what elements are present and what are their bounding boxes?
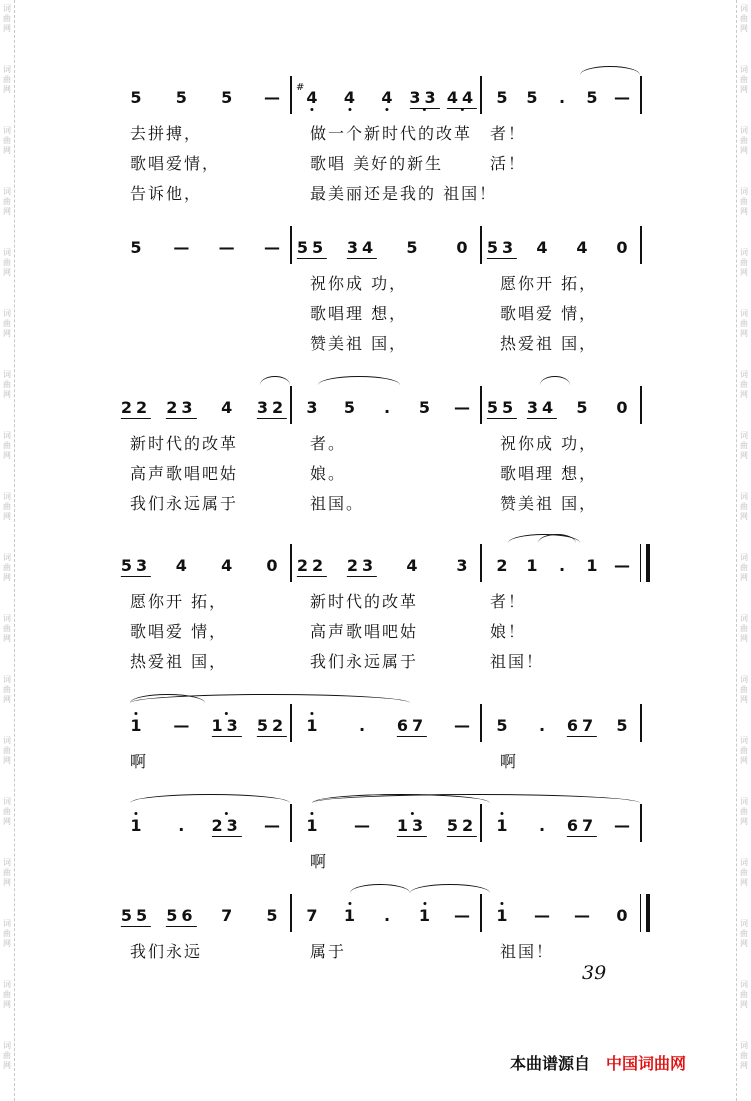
watermark-right-2: 词 曲 网 xyxy=(740,126,748,155)
note-6-1-4: — xyxy=(454,906,470,925)
tie-6-1 xyxy=(410,884,490,893)
tie-5-0 xyxy=(130,794,290,803)
lyric-2-2-0: 我们永远属于 xyxy=(130,494,239,513)
note-0-1-2: 4 xyxy=(381,88,393,107)
note-4-2-2: 67 xyxy=(566,716,598,735)
watermark-right-1: 词 曲 网 xyxy=(740,65,748,94)
note-3-1-3: 3 xyxy=(456,556,468,575)
lyric-4-0-2: 啊 xyxy=(500,752,519,771)
note-3-2-2: . xyxy=(558,556,566,575)
lyric-3-1-2: 娘！ xyxy=(490,622,527,641)
note-2-0-3: 32 xyxy=(256,398,288,417)
note-2-2-2: 5 xyxy=(576,398,588,417)
watermark-left-13: 词 曲 网 xyxy=(3,797,11,826)
lyric-3-2-1: 我们永远属于 xyxy=(310,652,419,671)
barline-3-1 xyxy=(290,544,292,582)
note-3-2-0: 2 xyxy=(496,556,508,575)
barline-0-1 xyxy=(290,76,292,114)
watermark-left-7: 词 曲 网 xyxy=(3,431,11,460)
barline-5-1 xyxy=(290,804,292,842)
barline-2-3 xyxy=(640,386,642,424)
watermark-left-2: 词 曲 网 xyxy=(3,126,11,155)
note-0-2-0: 5 xyxy=(496,88,508,107)
note-1-2-0: 53 xyxy=(486,238,518,257)
barline-6-3 xyxy=(640,894,650,932)
lyric-1-0-2: 愿你开 拓， xyxy=(500,274,598,293)
note-0-1-3: 33 xyxy=(409,88,440,107)
note-2-1-4: — xyxy=(454,398,470,417)
note-2-2-1: 34 xyxy=(526,398,558,417)
barline-0-3 xyxy=(640,76,642,114)
lyric-0-0-1: 做一个新时代的改革 xyxy=(310,124,473,143)
note-6-0-3: 5 xyxy=(266,906,278,925)
note-0-2-3: 5 xyxy=(586,88,598,107)
watermark-right-10: 词 曲 网 xyxy=(740,614,748,643)
note-2-0-0: 22 xyxy=(120,398,152,417)
watermark-left-8: 词 曲 网 xyxy=(3,492,11,521)
note-3-1-2: 4 xyxy=(406,556,418,575)
lyric-3-2-2: 祖国！ xyxy=(490,652,545,671)
note-1-0-3: — xyxy=(264,238,280,257)
lyric-2-0-2: 祝你成 功， xyxy=(500,434,598,453)
note-0-0-1: 5 xyxy=(175,88,187,107)
note-2-1-3: 5 xyxy=(418,398,431,417)
barline-4-1 xyxy=(290,704,292,742)
note-4-0-0: 1 xyxy=(130,716,142,735)
note-3-2-4: — xyxy=(614,556,630,575)
note-0-1-0: 4 xyxy=(306,88,318,107)
watermark-right-4: 词 曲 网 xyxy=(740,248,748,277)
tie-0-0 xyxy=(580,66,640,75)
note-1-1-0: 55 xyxy=(296,238,328,257)
watermark-right-14: 词 曲 网 xyxy=(740,858,748,887)
note-5-2-0: 1 xyxy=(496,816,508,835)
lyric-6-0-2: 祖国！ xyxy=(500,942,555,961)
barline-1-2 xyxy=(480,226,482,264)
note-3-0-1: 4 xyxy=(175,556,187,575)
watermark-left-5: 词 曲 网 xyxy=(3,309,11,338)
watermark-left-14: 词 曲 网 xyxy=(3,858,11,887)
note-0-0-0: 5 xyxy=(130,88,142,107)
note-0-1-1: 4 xyxy=(343,88,356,107)
barline-6-1 xyxy=(290,894,292,932)
watermark-left-12: 词 曲 网 xyxy=(3,736,11,765)
note-5-1-0: 1 xyxy=(306,816,318,835)
lyric-0-0-2: 者！ xyxy=(490,124,527,143)
note-6-2-2: — xyxy=(574,906,590,925)
note-6-1-3: 1 xyxy=(418,906,431,925)
note-2-0-1: 23 xyxy=(166,398,197,417)
watermark-right-11: 词 曲 网 xyxy=(740,675,748,704)
watermark-left-15: 词 曲 网 xyxy=(3,919,11,948)
lyric-0-2-1: 最美丽还是我的 祖国！ xyxy=(310,184,498,203)
note-1-2-1: 4 xyxy=(536,238,548,257)
note-1-1-3: 0 xyxy=(456,238,468,257)
barline-0-2 xyxy=(480,76,482,114)
note-6-1-2: . xyxy=(383,906,391,925)
note-3-1-0: 22 xyxy=(296,556,328,575)
note-6-2-3: 0 xyxy=(616,906,628,925)
page-number: 39 xyxy=(582,962,607,984)
note-6-2-0: 1 xyxy=(496,906,508,925)
watermark-left-10: 词 曲 网 xyxy=(3,614,11,643)
note-5-0-0: 1 xyxy=(130,816,142,835)
note-2-0-2: 4 xyxy=(221,398,233,417)
note-6-2-1: — xyxy=(534,906,550,925)
note-6-0-2: 7 xyxy=(221,906,233,925)
watermark-right-16: 词 曲 网 xyxy=(740,980,748,1009)
note-3-2-3: 1 xyxy=(586,556,598,575)
watermark-right-15: 词 曲 网 xyxy=(740,919,748,948)
key-signature-sharp: # xyxy=(296,82,305,93)
note-5-2-3: — xyxy=(614,816,630,835)
note-5-0-1: . xyxy=(178,816,185,835)
watermark-right-12: 词 曲 网 xyxy=(740,736,748,765)
watermark-left-1: 词 曲 网 xyxy=(3,65,11,94)
barline-2-1 xyxy=(290,386,292,424)
note-1-2-3: 0 xyxy=(616,238,628,257)
note-2-2-0: 55 xyxy=(486,398,518,417)
note-1-1-1: 34 xyxy=(346,238,378,257)
note-5-2-1: . xyxy=(538,816,546,835)
note-0-2-2: . xyxy=(558,88,566,107)
tie-2-1 xyxy=(260,376,290,385)
note-0-0-3: — xyxy=(264,88,280,107)
barline-6-2 xyxy=(480,894,482,932)
lyric-1-1-2: 歌唱爱 情， xyxy=(500,304,598,323)
lyric-3-0-2: 者！ xyxy=(490,592,527,611)
lyric-6-0-0: 我们永远 xyxy=(130,942,203,961)
watermark-left-6: 词 曲 网 xyxy=(3,370,11,399)
credit-site-name: 中国词曲网 xyxy=(606,1054,687,1073)
lyric-2-1-0: 高声歌唱吧姑 xyxy=(130,464,239,483)
lyric-1-1-1: 歌唱理 想， xyxy=(310,304,408,323)
lyric-0-2-0: 告诉他， xyxy=(130,184,203,203)
note-6-0-1: 56 xyxy=(166,906,197,925)
lyric-5-0-1: 啊 xyxy=(310,852,329,871)
lyric-0-1-1: 歌唱 美好的新生 xyxy=(310,154,444,173)
lyric-6-0-1: 属于 xyxy=(310,942,347,961)
note-0-0-2: 5 xyxy=(221,88,233,107)
barline-2-2 xyxy=(480,386,482,424)
lyric-3-0-1: 新时代的改革 xyxy=(310,592,419,611)
note-2-1-0: 3 xyxy=(306,398,318,417)
tie-3-1 xyxy=(538,534,576,543)
note-3-0-3: 0 xyxy=(266,556,278,575)
note-3-2-1: 1 xyxy=(526,556,538,575)
watermark-right-13: 词 曲 网 xyxy=(740,797,748,826)
watermark-right-0: 词 曲 网 xyxy=(740,4,748,33)
source-credit xyxy=(510,1051,686,1074)
note-4-1-3: — xyxy=(454,716,470,735)
tie-2-2 xyxy=(540,376,570,385)
lyric-1-0-1: 祝你成 功， xyxy=(310,274,408,293)
note-5-0-3: — xyxy=(264,816,280,835)
note-4-1-1: . xyxy=(358,716,366,735)
note-4-1-2: 67 xyxy=(396,716,428,735)
barline-1-1 xyxy=(290,226,292,264)
note-0-1-4: 44 xyxy=(446,88,478,107)
lyric-3-1-0: 歌唱爱 情， xyxy=(130,622,228,641)
note-5-0-2: 23 xyxy=(211,816,242,835)
note-1-0-1: — xyxy=(173,238,190,257)
note-1-2-2: 4 xyxy=(576,238,588,257)
note-0-2-1: 5 xyxy=(526,88,538,107)
note-4-0-1: — xyxy=(173,716,190,735)
note-4-2-0: 5 xyxy=(496,716,508,735)
watermark-right-3: 词 曲 网 xyxy=(740,187,748,216)
note-3-0-0: 53 xyxy=(120,556,152,575)
note-1-0-2: — xyxy=(218,238,235,257)
lyric-2-2-2: 赞美祖 国， xyxy=(500,494,598,513)
lyric-1-2-2: 热爱祖 国， xyxy=(500,334,598,353)
lyric-2-1-2: 歌唱理 想， xyxy=(500,464,598,483)
lyric-3-2-0: 热爱祖 国， xyxy=(130,652,228,671)
watermark-left-11: 词 曲 网 xyxy=(3,675,11,704)
note-6-0-0: 55 xyxy=(120,906,152,925)
barline-5-3 xyxy=(640,804,642,842)
watermark-left-17: 词 曲 网 xyxy=(3,1041,11,1070)
note-3-1-1: 23 xyxy=(346,556,378,575)
watermark-right-5: 词 曲 网 xyxy=(740,309,748,338)
watermark-right-9: 词 曲 网 xyxy=(740,553,748,582)
lyric-0-1-2: 活！ xyxy=(490,154,527,173)
lyric-4-0-0: 啊 xyxy=(130,752,149,771)
watermark-left-4: 词 曲 网 xyxy=(3,248,11,277)
note-5-1-2: 13 xyxy=(396,816,428,835)
barline-4-3 xyxy=(640,704,642,742)
lyric-1-2-1: 赞美祖 国， xyxy=(310,334,408,353)
tie-6-0 xyxy=(350,884,410,893)
note-4-2-1: . xyxy=(538,716,546,735)
note-1-0-0: 5 xyxy=(130,238,142,257)
watermark-left-3: 词 曲 网 xyxy=(3,187,11,216)
lyric-2-0-1: 者。 xyxy=(310,434,347,453)
note-0-2-4: — xyxy=(614,88,630,107)
note-6-1-0: 7 xyxy=(306,906,318,925)
lyric-2-0-0: 新时代的改革 xyxy=(130,434,239,453)
note-1-1-2: 5 xyxy=(406,238,418,257)
lyric-0-1-0: 歌唱爱情， xyxy=(130,154,221,173)
barline-5-2 xyxy=(480,804,482,842)
watermark-left-9: 词 曲 网 xyxy=(3,553,11,582)
lyric-0-0-0: 去拼搏， xyxy=(130,124,203,143)
note-2-2-3: 0 xyxy=(616,398,628,417)
note-4-2-3: 5 xyxy=(616,716,628,735)
note-4-0-3: 52 xyxy=(256,716,288,735)
lyric-3-1-1: 高声歌唱吧姑 xyxy=(310,622,419,641)
note-5-1-3: 52 xyxy=(446,816,478,835)
note-5-2-2: 67 xyxy=(566,816,598,835)
note-4-1-0: 1 xyxy=(306,716,318,735)
credit-source-label: 本曲谱源自 xyxy=(510,1054,591,1073)
watermark-right-17: 词 曲 网 xyxy=(740,1041,748,1070)
barline-3-3 xyxy=(640,544,650,582)
lyric-2-2-1: 祖国。 xyxy=(310,494,365,513)
note-4-0-2: 13 xyxy=(211,716,242,735)
lyric-3-0-0: 愿你开 拓， xyxy=(130,592,228,611)
barline-1-3 xyxy=(640,226,642,264)
watermark-left-0: 词 曲 网 xyxy=(3,4,11,33)
note-2-1-2: . xyxy=(383,398,391,417)
note-5-1-1: — xyxy=(354,816,370,835)
note-6-1-1: 1 xyxy=(343,906,356,925)
watermark-right-8: 词 曲 网 xyxy=(740,492,748,521)
watermark-left-16: 词 曲 网 xyxy=(3,980,11,1009)
barline-3-2 xyxy=(480,544,482,582)
lyric-2-1-1: 娘。 xyxy=(310,464,347,483)
watermark-right-7: 词 曲 网 xyxy=(740,431,748,460)
watermark-right-6: 词 曲 网 xyxy=(740,370,748,399)
note-2-1-1: 5 xyxy=(343,398,356,417)
note-3-0-2: 4 xyxy=(221,556,233,575)
tie-2-0 xyxy=(318,376,400,385)
barline-4-2 xyxy=(480,704,482,742)
